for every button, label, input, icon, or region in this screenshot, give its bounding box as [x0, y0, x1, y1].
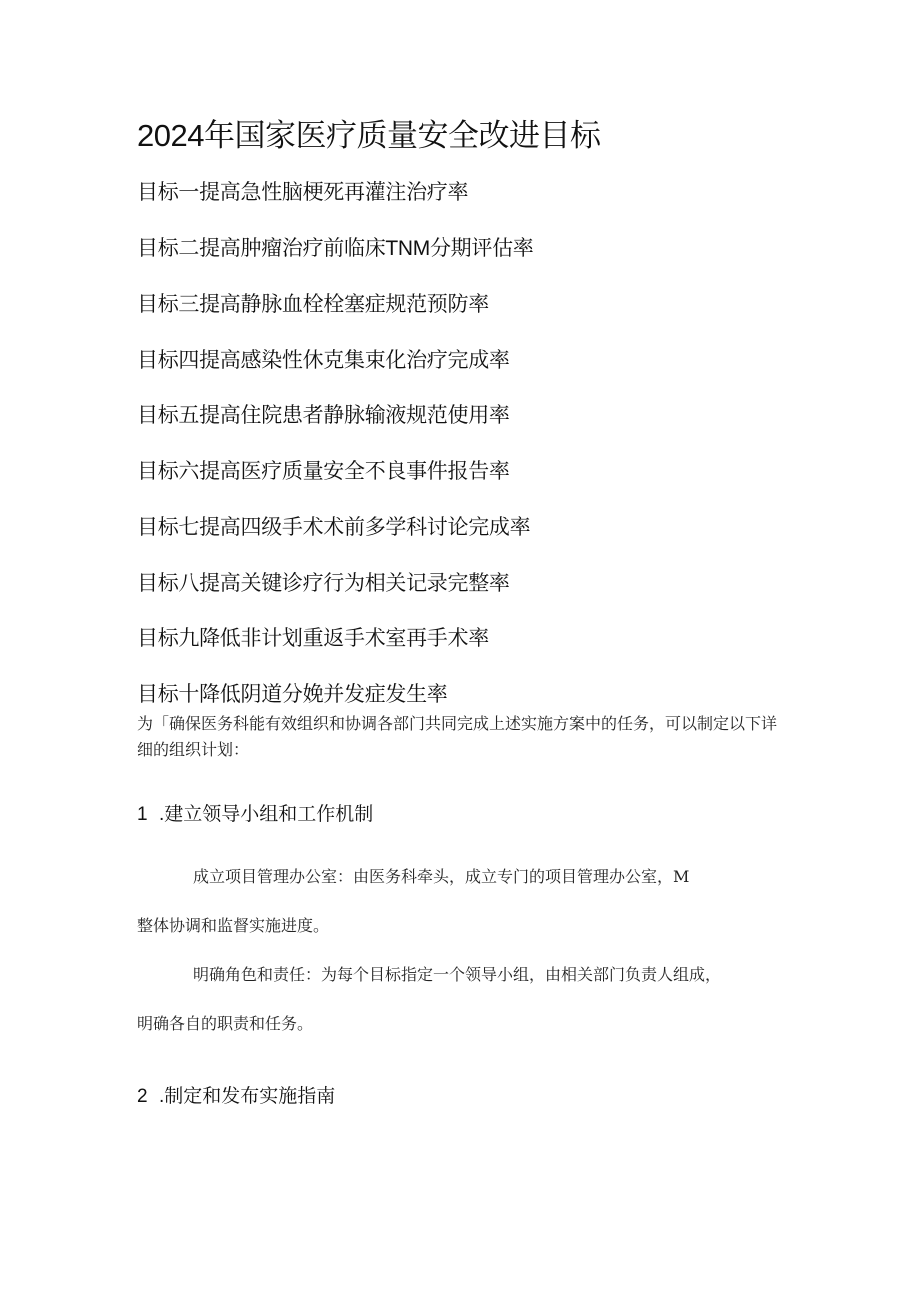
goal-item: 目标六提高医疗质量安全不良事件报告率: [137, 460, 510, 483]
document-title: 2024年国家医疗质量安全改进目标: [137, 118, 601, 153]
goal-item: 目标一提高急性脑梗死再灌注治疗率: [137, 181, 469, 204]
goal-item: 目标十降低阴道分娩并发症发生率: [137, 683, 448, 706]
goal-item: 目标五提高住院患者静脉输液规范使用率: [137, 404, 510, 427]
section-heading-2: [137, 1081, 335, 1108]
section-number: 1: [137, 804, 148, 825]
paragraph-line: 明确各自的职责和任务。: [137, 1014, 314, 1033]
goal-item: 目标二提高肿瘤治疗前临床TNM分期评估率: [137, 237, 534, 260]
goal-item: 目标九降低非计划重返手术室再手术率: [137, 627, 489, 650]
intro-paragraph: 为「确保医务科能有效组织和协调各部门共同完成上述实施方案中的任务，可以制定以下详细的组织计划：: [137, 714, 778, 759]
paragraph-line: 成立项目管理办公室：由医务科牵头，成立专门的项目管理办公室，M: [193, 867, 690, 886]
section-heading-1: [137, 799, 373, 826]
goal-item: 目标三提高静脉血栓栓塞症规范预防率: [137, 293, 489, 316]
goal-item: 目标四提高感染性休克集束化治疗完成率: [137, 349, 510, 372]
section-title: .制定和发布实施指南: [159, 1086, 336, 1107]
goal-item: 目标七提高四级手术术前多学科讨论完成率: [137, 516, 531, 539]
goal-item: 目标八提高关键诊疗行为相关记录完整率: [137, 572, 510, 595]
paragraph-line: 明确角色和责任：为每个目标指定一个领导小组，由相关部门负责人组成，: [193, 965, 722, 984]
section-number: 2: [137, 1086, 148, 1107]
paragraph-line: 整体协调和监督实施进度。: [137, 916, 330, 935]
section-title: .建立领导小组和工作机制: [159, 804, 374, 825]
